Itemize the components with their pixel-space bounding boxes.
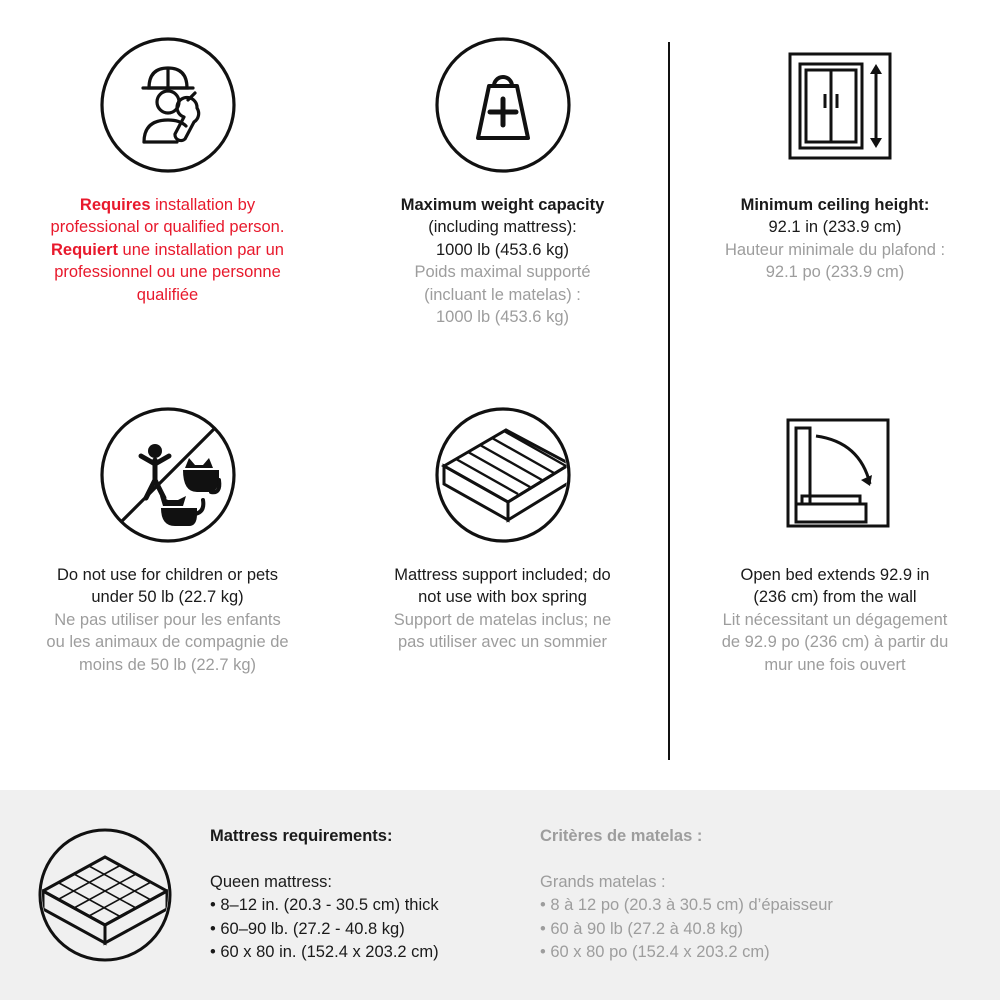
caption-line: 1000 lb (453.6 kg) [435,308,569,327]
band-title-english: Mattress requirements: [210,827,393,846]
mattress-requirements-french [540,825,870,964]
caption-line: Lit nécessitant un dégagement [722,610,948,629]
caption-line: Mattress support included; do [394,566,611,584]
caption-line: (236 cm) from the wall [753,588,917,607]
cell-children-pets-restriction [0,400,335,770]
caption-line: pas utiliser avec un sommier [397,633,608,652]
caption-line: Do not use for children or pets [56,566,279,584]
caption-line: Poids maximal supporté [414,263,591,282]
caption-line: 92.1 in (233.9 cm) [768,218,902,237]
caption-line: Requires [79,196,151,214]
caption-line: Ne pas utiliser pour les enfants [54,610,281,629]
mattress-requirements-band [0,790,1000,1000]
cell-open-bed-clearance [670,400,1000,770]
caption-children-pets-restriction [46,564,288,676]
caption-line-suffix: installation by [150,196,256,214]
caption-line: ou les animaux de compagnie de [46,633,289,652]
caption-line: moins de 50 lb (22.7 kg) [78,655,256,674]
cell-installation-requirement [0,30,335,400]
caption-minimum-ceiling-height [725,194,945,284]
caption-line: 92.1 po (233.9 cm) [765,263,905,282]
caption-line: professionnel ou une personne [54,263,281,282]
weight-plus-icon [434,30,572,180]
band-line: • 60 x 80 po (152.4 x 203.2 cm) [540,943,770,962]
caption-installation-requirement [51,194,285,306]
no-children-or-pets-icon [99,400,237,550]
band-line: Queen mattress: [210,872,332,891]
worker-hardhat-wrench-icon [99,30,237,180]
band-line: • 60 x 80 in. (152.4 x 203.2 cm) [210,943,439,962]
caption-line: Requiert [51,240,118,259]
caption-line: Open bed extends 92.9 in [740,566,930,584]
mattress-icon [0,825,210,965]
caption-line: mur une fois ouvert [764,655,906,674]
cell-minimum-ceiling-height [670,30,1000,400]
caption-line: Maximum weight capacity [400,196,605,214]
caption-line: professional or qualified person. [50,218,285,237]
cell-mattress-support-included [335,400,670,770]
caption-line-suffix: une installation par un [117,240,284,259]
caption-line: under 50 lb (22.7 kg) [91,588,244,607]
cell-maximum-weight-capacity [335,30,670,400]
caption-line: not use with box spring [418,588,587,607]
caption-line: Support de matelas inclus; ne [393,610,612,629]
caption-line: (incluant le matelas) : [424,285,581,304]
band-line: • 60 à 90 lb (27.2 à 40.8 kg) [540,919,743,938]
mattress-requirements-english [210,825,540,964]
ceiling-height-icon [766,30,904,180]
caption-line: 1000 lb (453.6 kg) [435,240,569,259]
band-title-french: Critères de matelas : [540,827,703,846]
caption-line: (including mattress): [428,218,577,237]
caption-line: Hauteur minimale du plafond : [724,240,946,259]
band-line: • 8 à 12 po (20.3 à 30.5 cm) d’épaisseur [540,896,833,915]
caption-maximum-weight-capacity [401,194,605,329]
caption-line: qualifiée [136,285,199,304]
caption-mattress-support-included [394,564,611,654]
caption-line: de 92.9 po (236 cm) à partir du [721,633,949,652]
band-line: Grands matelas : [540,872,666,891]
band-line: • 60–90 lb. (27.2 - 40.8 kg) [210,919,405,938]
band-line: • 8–12 in. (20.3 - 30.5 cm) thick [210,896,439,915]
open-bed-clearance-icon [766,400,904,550]
caption-line: Minimum ceiling height: [740,196,930,214]
caption-open-bed-clearance [722,564,949,676]
mattress-support-slats-icon [434,400,572,550]
